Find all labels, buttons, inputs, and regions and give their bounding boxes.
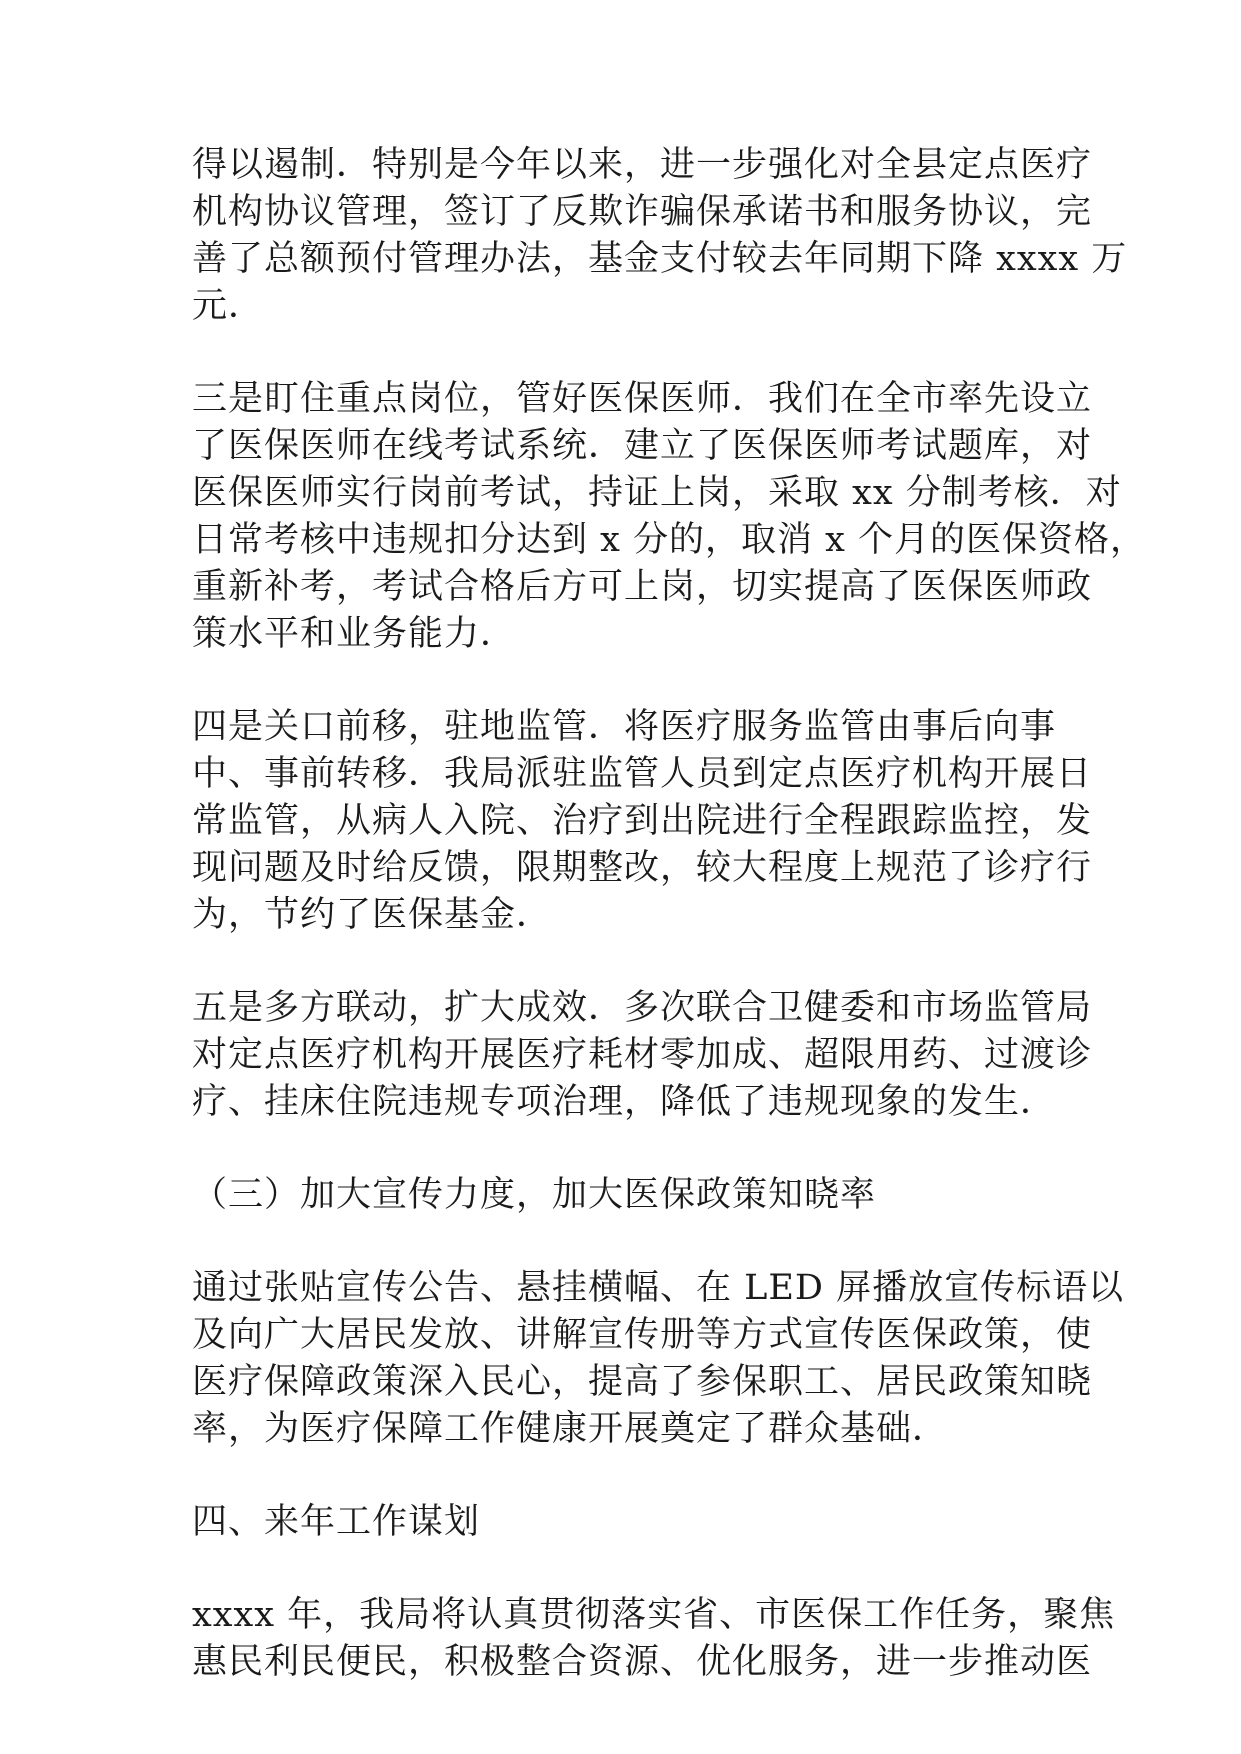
text-line: 惠民利民便民，积极整合资源、优化服务，进一步推动医 [192, 1642, 1093, 1682]
text-line: 三是盯住重点岗位，管好医保医师．我们在全市率先设立 [192, 379, 1093, 419]
text-line: 医疗保障政策深入民心，提高了参保职工、居民政策知晓 [192, 1362, 1093, 1402]
text-line: 疗、挂床住院违规专项治理，降低了违规现象的发生． [192, 1082, 1057, 1122]
section-heading-publicity [192, 1172, 1062, 1219]
text-line: 得以遏制．特别是今年以来，进一步强化对全县定点医疗 [192, 145, 1093, 185]
text-line: 率，为医疗保障工作健康开展奠定了群众基础． [192, 1409, 949, 1449]
text-line: 元． [192, 286, 265, 326]
text-line: 通过张贴宣传公告、悬挂横幅、在 LED 屏播放宣传标语以 [192, 1268, 1125, 1308]
paragraph-publicity [192, 1265, 1125, 1453]
text-line: 对定点医疗机构开展医疗耗材零加成、超限用药、过渡诊 [192, 1035, 1093, 1075]
text-line: 策水平和业务能力． [192, 614, 517, 654]
text-line: 为，节约了医保基金． [192, 895, 553, 935]
paragraph-joint-action [192, 985, 1093, 1126]
text-line: 了医保医师在线考试系统．建立了医保医师考试题库，对 [192, 426, 1093, 466]
text-line: 四是关口前移，驻地监管．将医疗服务监管由事后向事 [192, 707, 1057, 747]
heading-line: 四、来年工作谋划 [192, 1502, 481, 1542]
document-body [192, 142, 1146, 1732]
text-line: 日常考核中违规扣分达到 x 分的，取消 x 个月的医保资格， [192, 520, 1146, 560]
text-line: 五是多方联动，扩大成效．多次联合卫健委和市场监管局 [192, 988, 1093, 1028]
text-line: 机构协议管理，签订了反欺诈骗保承诺书和服务协议，完 [192, 192, 1093, 232]
text-line: 重新补考，考试合格后方可上岗，切实提高了医保医师政 [192, 567, 1093, 607]
text-line: 中、事前转移．我局派驻监管人员到定点医疗机构开展日 [192, 754, 1093, 794]
section-heading-next-year [192, 1499, 1062, 1546]
heading-line: （三）加大宣传力度，加大医保政策知晓率 [192, 1175, 877, 1215]
paragraph-fund-control [192, 142, 1128, 330]
text-line: 现问题及时给反馈，限期整改，较大程度上规范了诊疗行 [192, 848, 1093, 888]
text-line: xxxx 年，我局将认真贯彻落实省、市医保工作任务，聚焦 [192, 1595, 1116, 1635]
text-line: 医保医师实行岗前考试，持证上岗，采取 xx 分制考核．对 [192, 473, 1122, 513]
paragraph-onsite-supervision [192, 704, 1093, 939]
text-line: 及向广大居民发放、讲解宣传册等方式宣传医保政策，使 [192, 1315, 1093, 1355]
text-line: 善了总额预付管理办法，基金支付较去年同期下降 xxxx 万 [192, 239, 1128, 279]
paragraph-key-posts [192, 376, 1146, 658]
paragraph-next-year-plan [192, 1592, 1116, 1686]
text-line: 常监管，从病人入院、治疗到出院进行全程跟踪监控，发 [192, 801, 1093, 841]
